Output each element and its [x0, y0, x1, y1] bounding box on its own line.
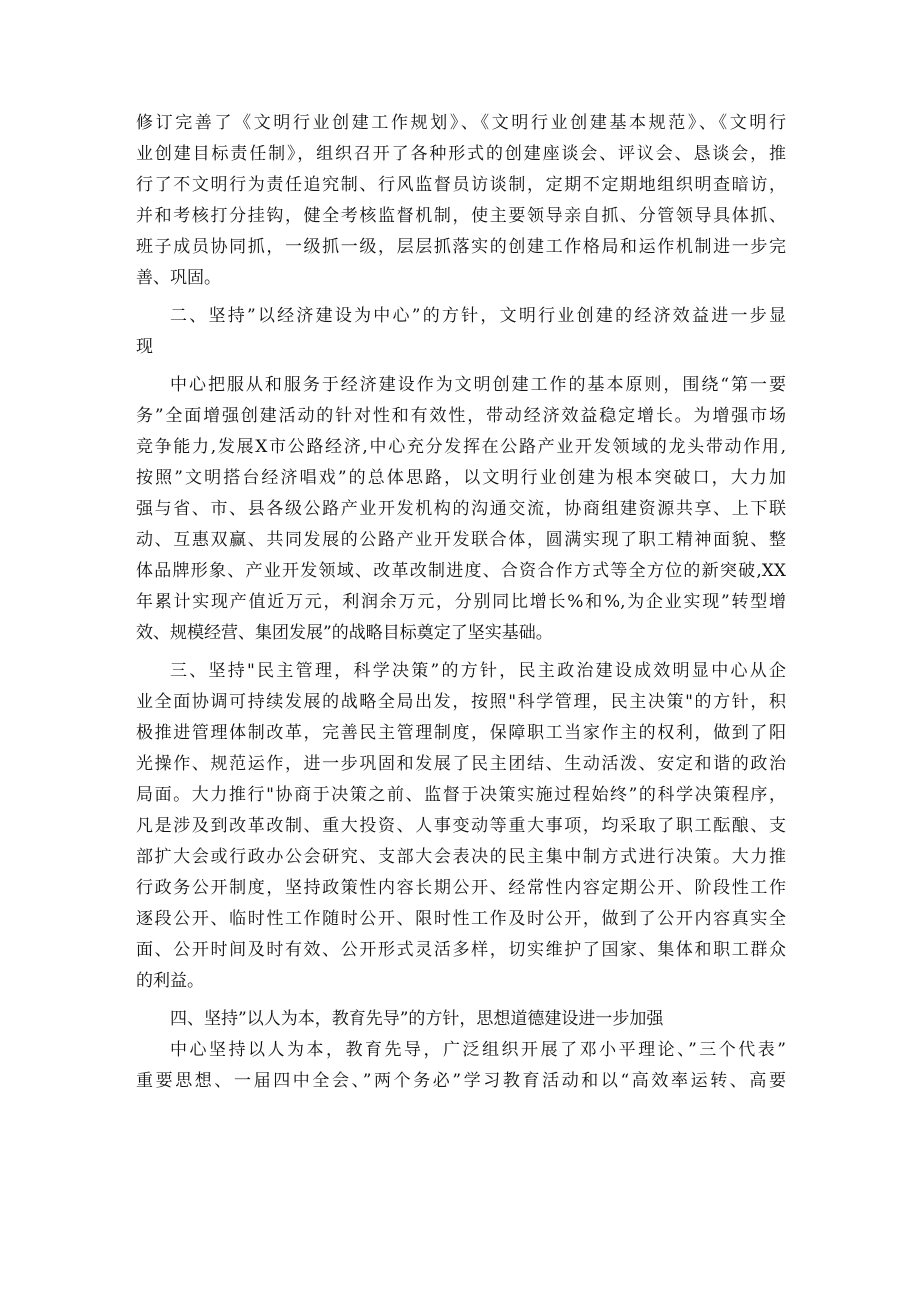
paragraph: [136, 108, 786, 294]
text-line: 局面。大力推行"协商于决策之前、监督于决策实施过程始终”的科学决策程序，: [136, 785, 786, 805]
text-line: 强与省、市、县各级公路产业开发机构的沟通交流，协商组建资源共享、上下联: [136, 499, 786, 519]
text-line: 行政务公开制度，坚持政策性内容长期公开、经常性内容定期公开、阶段性工作: [136, 878, 786, 898]
heading-line: 现: [136, 337, 153, 357]
paragraph: [136, 370, 786, 649]
text-line: 极推进管理体制改革，完善民主管理制度，保障职工当家作主的权利，做到了阳: [136, 723, 786, 743]
section-heading: [136, 1004, 786, 1035]
text-line: 务”全面增强创建活动的针对性和有效性，带动经济效益稳定增长。为增强市场: [136, 406, 786, 426]
text-line: 光操作、规范运作，进一步巩固和发展了民主团结、生动活泼、安定和谐的政治: [136, 754, 786, 774]
text-line: 按照”文明搭台经济唱戏”的总体思路，以文明行业创建为根本突破口，大力加: [136, 468, 786, 488]
text-line: 三、坚持"民主管理，科学决策”的方针，民主政治建设成效明显中心从企: [170, 661, 786, 681]
text-line: 重要思想、一届四中全会、”两个务必”学习教育活动和以“高效率运转、高要: [136, 1071, 786, 1091]
text-line: 的利益。: [136, 971, 204, 991]
text-line: 善、巩固。: [136, 268, 221, 288]
text-line: 凡是涉及到改革改制、重大投资、人事变动等重大事项，均采取了职工酝酿、支: [136, 816, 786, 836]
text-line: 班子成员协同抓，一级抓一级，层层抓落实的创建工作格局和运作机制进一步完: [136, 237, 786, 257]
text-line: 动、互惠双赢、共同发展的公路产业开发联合体，圆满实现了职工精神面貌、整: [136, 530, 786, 550]
text-line: 体品牌形象、产业开发领域、改革改制进度、合资合作方式等全方位的新突破,XX: [136, 561, 786, 581]
heading-line: 四、坚持”以人为本，教育先导”的方针，思想道德建设进一步加强: [170, 1009, 664, 1029]
text-line: 中心坚持以人为本，教育先导，广泛组织开展了邓小平理论、”三个代表”: [170, 1040, 786, 1060]
text-line: 面、公开时间及时有效、公开形式灵活多样，切实维护了国家、集体和职工群众: [136, 940, 786, 960]
document-body: [136, 108, 786, 1097]
paragraph: [136, 1035, 786, 1097]
heading-line: 二、坚持”以经济建设为中心”的方针，文明行业创建的经济效益进一步显: [170, 306, 786, 326]
text-line: 业全面协调可持续发展的战略全局出发，按照"科学管理，民主决策"的方针，积: [136, 692, 786, 712]
text-line: 逐段公开、临时性工作随时公开、限时性工作及时公开，做到了公开内容真实全: [136, 909, 786, 929]
text-line: 修订完善了《文明行业创建工作规划》、《文明行业创建基本规范》、《文明行: [136, 113, 786, 133]
text-line: 行了不文明行为责任追究制、行风监督员访谈制，定期不定期地组织明查暗访，: [136, 175, 786, 195]
text-line: 竞争能力,发展X市公路经济,中心充分发挥在公路产业开发领域的龙头带动作用,: [136, 437, 786, 457]
paragraph: [136, 656, 786, 997]
text-line: 并和考核打分挂钩，健全考核监督机制，使主要领导亲自抓、分管领导具体抓、: [136, 206, 786, 226]
section-heading: [136, 301, 786, 363]
text-line: 业创建目标责任制》，组织召开了各种形式的创建座谈会、评议会、恳谈会，推: [136, 144, 786, 164]
text-line: 效、规模经营、集团发展”的战略目标奠定了坚实基础。: [136, 623, 553, 643]
text-line: 年累计实现产值近万元，利润余万元，分别同比增长%和%,为企业实现”转型增: [136, 592, 786, 612]
text-line: 中心把服从和服务于经济建设作为文明创建工作的基本原则，围绕“第一要: [170, 375, 786, 395]
text-line: 部扩大会或行政办公会研究、支部大会表决的民主集中制方式进行决策。大力推: [136, 847, 786, 867]
